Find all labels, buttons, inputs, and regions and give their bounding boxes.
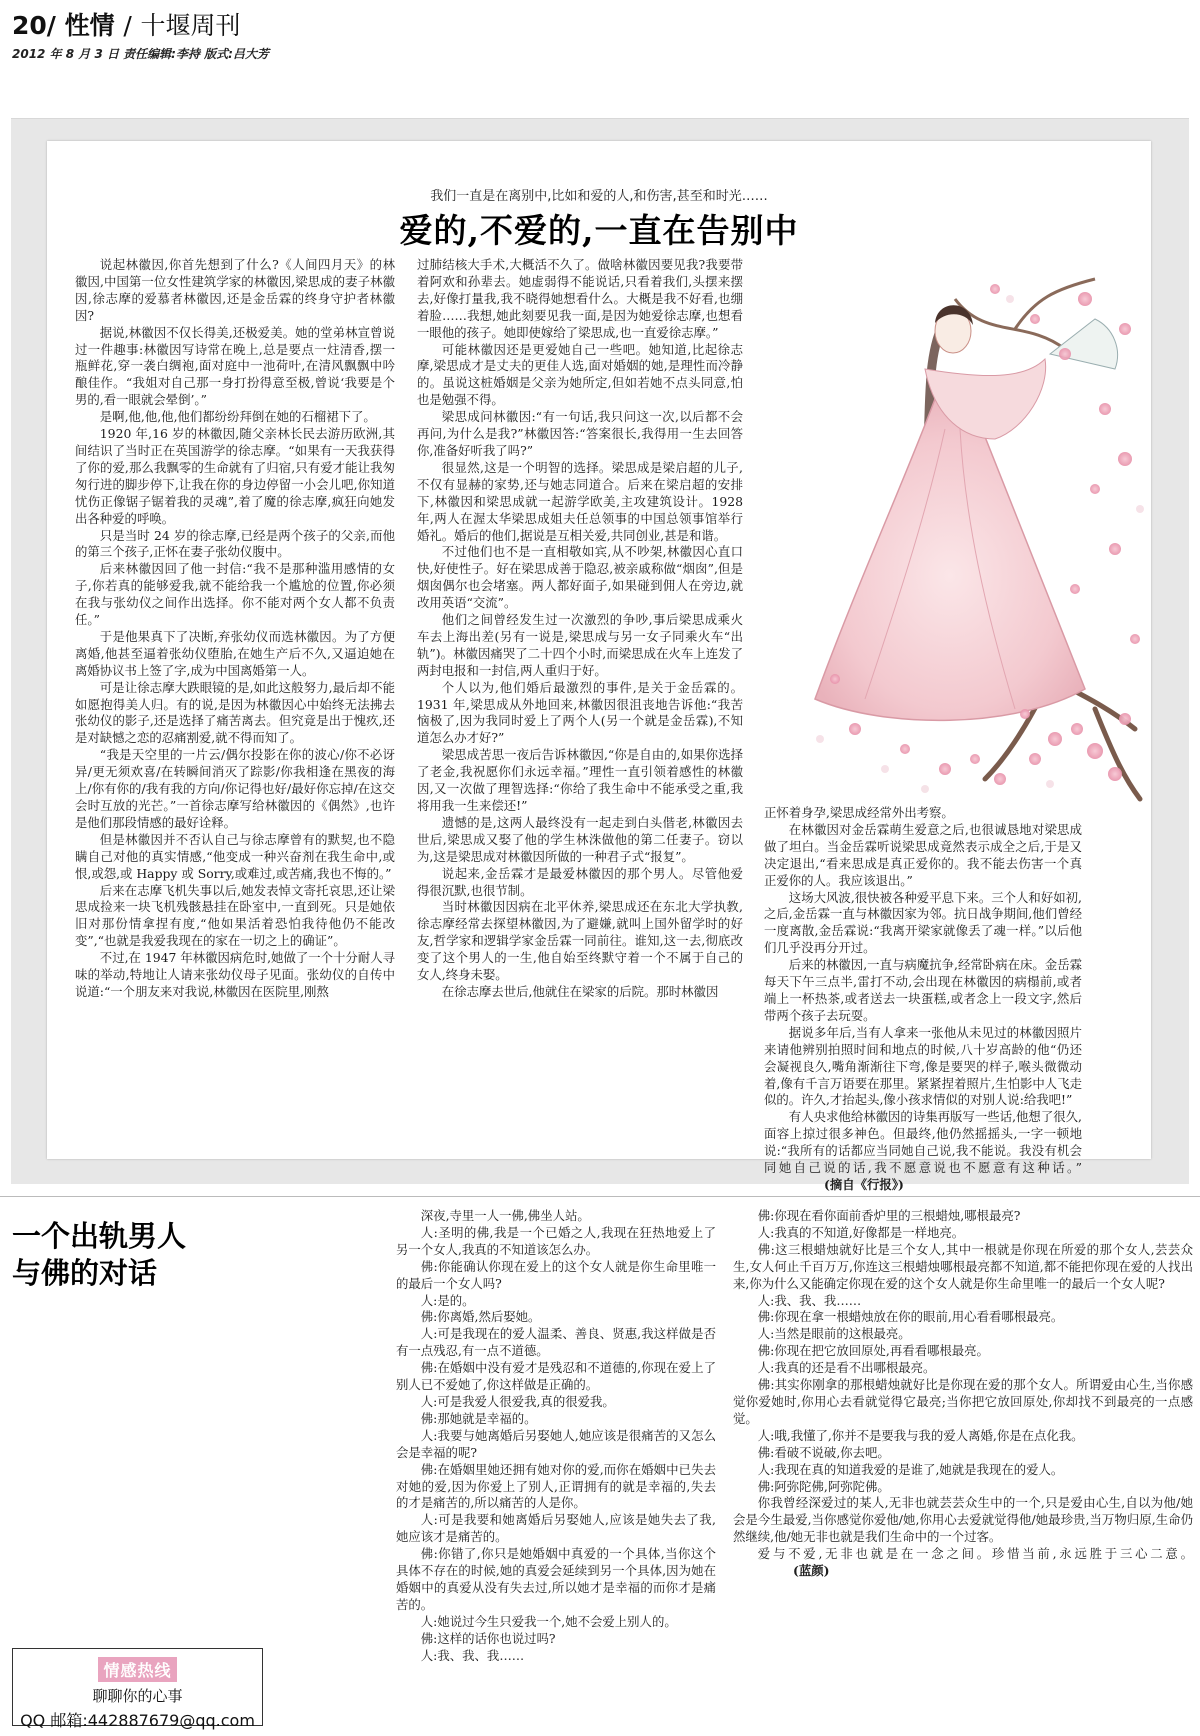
paragraph: 人:可是我要和她离婚后另娶她人,应该是她失去了我,她应该才是痛苦的。 [396,1512,716,1545]
paragraph: 过肺结核大手术,大概活不久了。做啥林徽因要见我?我要带着阿欢和孙辈去。她虚弱得不能说话,只看着我们,头摆来摆去,好像打量我,我不晓得她想看什么。大概是我不好看,也绷着脸……我想,她此刻要见我一面,是因为她爱徐志摩,也想看一眼他的孩子。她即使嫁给了梁思成,也一直爱徐志摩。” [417,257,743,340]
paragraph: 很显然,这是一个明智的选择。梁思成是梁启超的儿子,不仅有显赫的家势,还与她志同道合。后来在梁启超的安排下,林徽因和梁思成就一起游学欧美,主攻建筑设计。1928 年,两人在渥太华梁思成姐夫任总领事的中国总领事馆举行婚礼。婚后的他们,据说是互相关爱,共同创业,甚是和谐。 [417,459,743,543]
article-column-3 [764,805,1082,1192]
paragraph: 说起来,金岳霖才是最爱林徽因的那个男人。尽管他爱得很沉默,也很节制。 [417,865,743,898]
page-header [12,6,1188,62]
paragraph: 人:我真的还是看不出哪根最亮。 [757,1360,936,1376]
dialogue-column-1 [396,1208,716,1730]
paragraph: 佛:你现在把它放回原处,再看看哪根最亮。 [757,1343,989,1359]
paragraph: 人:圣明的佛,我是一个已婚之人,我现在狂热地爱上了另一个女人,我真的不知道该怎么办。 [396,1224,716,1257]
paragraph: 遗憾的是,这两人最终没有一起走到白头偕老,林徽因去世后,梁思成又娶了他的学生林洙做他的第二任妻子。窃以为,这是梁思成对林徽因所做的一种君子式“报复”。 [417,814,743,864]
hotline-subtitle: 聊聊你的心事 [92,1687,183,1705]
paragraph: 在徐志摩去世后,他就住在梁家的后院。那时林徽因 [441,983,719,999]
paragraph: 人:我真的不知道,好像都是一样地亮。 [757,1224,965,1240]
paragraph: 人:我、我、我…… [757,1292,862,1308]
paragraph: 佛:你离婚,然后娶她。 [420,1309,541,1325]
paragraph [764,1109,1082,1194]
section-name: 性情 [64,11,115,40]
emotion-hotline-box [12,1648,263,1730]
paragraph: 佛:你能确认你现在爱上的这个女人就是你生命里唯一的最后一个女人吗? [396,1258,716,1291]
paragraph: 说起林徽因,你首先想到了什么?《人间四月天》的林徽因,中国第一位女性建筑学家的林徽因,梁思成的妻子林徽因,徐志摩的爱慕者林徽因,还是金岳霖的终身守护者林徽因? [75,257,395,323]
paragraph: 佛:你现在拿一根蜡烛放在你的眼前,用心看看哪根最亮。 [757,1309,1064,1325]
title-line: 一个出轨男人 [12,1219,187,1253]
paragraph: 佛:看破不说破,你去吧。 [757,1444,890,1460]
paragraph: 梁思成问林徽因:“有一句话,我只问这一次,以后都不会再问,为什么是我?”林徽因答:“答案很长,我得用一生去回答你,准备好听我了吗?” [417,409,743,458]
article-source: (摘自《行报》) [824,1176,904,1192]
paragraph: 人:哦,我懂了,你并不是要我与我的爱人离婚,你是在点化我。 [757,1427,1084,1443]
paragraph: 当时林徽因因病在北平休养,梁思成还在东北大学执教,徐志摩经常去探望林徽因,为了避嫌,就叫上国外留学时的好友,哲学家和逻辑学家金岳霖一同前往。谁知,这一去,彻底改变了这个男人的一生,他自始至终默守着一个不属于自己的女人,终身未娶。 [417,899,743,983]
paragraph: 不过,在 1947 年林徽因病危时,她做了一个十分耐人寻味的举动,特地让人请来张幼仪母子见面。张幼仪的自传中说道:“一个朋友来对我说,林徽因在医院里,刚熬 [75,950,395,999]
dialogue-column-2 [733,1208,1193,1732]
paragraph: 佛:那她就是幸福的。 [420,1410,537,1426]
paragraph: 是啊,他,他,他,他们都纷纷拜倒在她的石榴裙下了。 [99,409,376,425]
paragraph: 可是让徐志摩大跌眼镜的是,如此这般努力,最后却不能如愿抱得美人归。有的说,是因为林徽因心中始终无法拂去张幼仪的影子,还是选择了痛苦离去。但究竟是出于愧疚,还是对缺憾之恋的忍痛割爱,就不得而知了。 [75,679,395,746]
paragraph: 但是林徽因并不否认自己与徐志摩曾有的默契,也不隐瞒自己对他的真实情感,“他变成一种兴奋剂在我生命中,或恨,或怨,或 Happy 或 Sorry,或难过,或苦痛,我也不悔的。” [75,831,395,881]
paragraph: 深夜,寺里一人一佛,佛坐人站。 [420,1208,590,1223]
feature-article [47,141,1151,1192]
paragraph: 可能林徽因还是更爱她自己一些吧。她知道,比起徐志摩,梁思成才是丈夫的更佳人选,面对婚姻的她,是理性而冷静的。虽说这桩婚姻是父亲为她所定,但如若她不点头同意,怕也是勉强不得。 [417,341,743,408]
paragraph: 佛:在婚姻中没有爱才是残忍和不道德的,你现在爱上了别人已不爱她了,你这样做是正确的。 [396,1360,716,1393]
lady-illustration [795,259,1147,805]
paragraph: 佛:你现在看你面前香炉里的三根蜡烛,哪根最亮? [757,1208,1021,1223]
page-masthead [12,6,1188,42]
paragraph: 佛:这三根蜡烛就好比是三个女人,其中一根就是你现在所爱的那个女人,芸芸众生,女人何止千百万万,你连这三根蜡烛哪根最亮都不知道,都不能把你现在爱的人找出来,你为什么又能确定你现在爱的这个女人就是你生命里唯一的最后一个女人呢? [733,1241,1193,1291]
paragraph: 后来的林徽因,一直与病魔抗争,经常卧病在床。金岳霖每天下午三点半,雷打不动,会出现在林徽因的病榻前,或者端上一杯热茶,或者送去一块蛋糕,或者念上一段文字,然后带两个孩子去玩耍。 [764,957,1082,1023]
paragraph: 只是当时 24 岁的徐志摩,已经是两个孩子的父亲,而他的第三个孩子,正怀在妻子张幼仪腹中。 [75,527,395,560]
masthead-separator: / [123,11,132,40]
paragraph: 人:当然是眼前的这根最亮。 [757,1326,911,1342]
paragraph: 后来在志摩飞机失事以后,她发表悼文寄托哀思,还让梁思成捡来一块飞机残骸悬挂在卧室中,一直到死。只是她依旧对那份情拿捏有度,“他如果活着恐怕我待他仍不能改变”,“也就是我爱我现在的家在一切之上的确证”。 [75,882,395,949]
paragraph: 不过他们也不是一直相敬如宾,从不吵架,林徽因心直口快,好使性子。好在梁思成善于隐忍,被亲戚称做“烟囱”,但是烟囱偶尔也会堵塞。两人都好面子,如果碰到佣人在旁边,就改用英语“交流”。 [417,544,743,611]
dialogue-author: (蓝颜) [793,1563,830,1579]
hotline-email: QQ 邮箱:442887679@qq.com [20,1711,255,1730]
paragraph: 佛:你错了,你只是她婚姻中真爱的一个具体,当你这个具体不存在的时候,她的真爱会延续到另一个具体,因为她在婚姻中的真爱从没有失去过,所以她才是幸福的而你才是痛苦的。 [396,1546,716,1612]
paragraph: 梁思成苦思一夜后告诉林徽因,“你是自由的,如果你选择了老金,我祝愿你们永远幸福。”理性一直引领着感性的林徽因,又一次做了理智选择:“你给了我生命中不能承受之重,我将用我一生来偿还!” [417,747,743,813]
paragraph: 这场大风波,很快被各种爱平息下来。三个人和好如初,之后,金岳霖一直与林徽因家为邻。抗日战争期间,他们曾经一度离散,金岳霖说:“我离开梁家就像丢了魂一样。”以后他们几乎没再分开过。 [764,889,1082,956]
paragraph: 人:我要与她离婚后另娶她人,她应该是很痛苦的又怎么会是幸福的呢? [396,1427,716,1460]
article-column-2 [417,257,743,1147]
article-subtitle: 我们一直是在离别中,比如和爱的人,和伤害,甚至和时光…… [430,189,768,204]
paragraph: 人:我、我、我…… [420,1647,525,1663]
paragraph: 后来林徽因回了他一封信:“我不是那种滥用感情的女子,你若真的能够爱我,就不能给我一个尴尬的位置,你必须在我与张幼仪之间作出选择。你不能对两个女人都不负责任。” [75,561,395,628]
paragraph: 正怀着身孕,梁思成经常外出考察。 [764,805,954,820]
paragraph: 人:可是我现在的爱人温柔、善良、贤惠,我这样做是否有一点残忍,有一点不道德。 [396,1326,716,1359]
paragraph: 人:她说过今生只爱我一个,她不会爱上别人的。 [420,1613,677,1629]
paragraph-text: 有人央求他给林徽因的诗集再版写一些话,他想了很久,面容上掠过很多神色。但最终,他仍然摇摇头,一字一顿地说:“我所有的话都应当同她自己说,我不能说。我没有机会同她自己说的话,我不愿意说也不愿意有这种话。” [764,1109,1082,1176]
article-column-1 [75,257,395,1147]
paragraph: 佛:这样的话你也说过吗? [420,1630,556,1646]
paragraph: 人:可是我爱人很爱我,真的很爱我。 [420,1393,615,1409]
article-title: 爱的,不爱的,一直在告别中 [399,211,799,250]
feature-article-panel [11,118,1189,1192]
paragraph: 据说多年后,当有人拿来一张他从未见过的林徽因照片来请他辨别拍照时间和地点的时候,八十岁高龄的他“仍还会凝视良久,嘴角渐渐往下弯,像是要哭的样子,喉头微微动着,像有千言万语要在那里。紧紧捏着照片,生怕影中人飞走似的。许久,才抬起头,像小孩求情似的对别人说:给我吧!” [764,1024,1082,1108]
page-number: 20/ [12,11,56,40]
paragraph [733,1546,1193,1580]
paragraph: 个人以为,他们婚后最激烈的事件,是关于金岳霖的。1931 年,梁思成从外地回来,林徽因很沮丧地告诉他:“我苦恼极了,因为我同时爱上了两个人(另一个就是金岳霖),不知道怎么办才好?” [417,679,743,746]
section-divider [0,1196,1200,1197]
paragraph: “我是天空里的一片云/偶尔投影在你的波心/你不必讶异/更无须欢喜/在转瞬间消灭了踪影/你我相逢在黑夜的海上/你有你的/我有我的方向/你记得也好/最好你忘掉/在这交会时互放的光芒。”一首徐志摩写给林徽因的《偶然》,也许是他们那段情感的最好诠释。 [75,747,395,830]
paragraph: 1920 年,16 岁的林徽因,随父亲林长民去游历欧洲,其间结识了当时正在英国游学的徐志摩。“如果有一天我获得了你的爱,那么我飘零的生命就有了归宿,只有爱才能让我匆匆行进的脚步停下,让我在你的身边停留一小会儿吧,你知道忧伤正像锯子锯着我的灵魂”,着了魔的徐志摩,疯狂向她发出各种爱的呼唤。 [75,426,395,526]
hotline-tag: 情感热线 [98,1657,176,1682]
paragraph: 他们之间曾经发生过一次激烈的争吵,事后梁思成乘火车去上海出差(另有一说是,梁思成与另一女子同乘火车“出轨”)。林徽因痛哭了二十四个小时,而梁思成在火车上连发了两封电报和一封信,两人重归于好。 [417,612,743,678]
paragraph: 于是他果真下了决断,弃张幼仪而选林徽因。为了方便离婚,他甚至逼着张幼仪堕胎,在她生产后不久,又逼迫她在离婚协议书上签了字,成为中国离婚第一人。 [75,628,395,678]
paragraph: 佛:其实你刚拿的那根蜡烛就好比是你现在爱的那个女人。所谓爱由心生,当你感觉你爱她时,你用心去看就觉得它最亮;当你把它放回原处,你却找不到最亮的一点感觉。 [733,1377,1193,1426]
paragraph: 佛:在婚姻里她还拥有她对你的爱,而你在婚姻中已失去对她的爱,因为你爱上了别人,正谓拥有的就是幸福的,失去的才是痛苦的,所以痛苦的人是你。 [396,1461,716,1511]
paragraph: 你我曾经深爱过的某人,无非也就芸芸众生中的一个,只是爱由心生,自以为他/她会是今生最爱,当你感觉你爱他/她,你用心去爱就觉得他/她最珍贵,当万物归原,生命仍然继续,他/她无非也就是我们生命中的一个过客。 [733,1495,1193,1545]
paragraph: 佛:阿弥陀佛,阿弥陀佛。 [757,1478,890,1494]
paragraph-text: 爱与不爱,无非也就是在一念之间。珍惜当前,永远胜于三心二意。 [757,1546,1193,1562]
paragraph: 在林徽因对金岳霖萌生爱意之后,也很诚恳地对梁思成做了坦白。当金岳霖听说梁思成竟然表示成全之后,于是又决定退出,“看来思成是真正爱你的。我不能去伤害一个真正爱你的人。我应该退出。” [764,821,1082,888]
title-line: 与佛的对话 [12,1256,158,1290]
dialogue-article-title [12,1218,186,1292]
paragraph: 据说,林徽因不仅长得美,还极爱美。她的堂弟林宣曾说过一件趣事:林徽因写诗常在晚上,总是要点一炷清香,摆一瓶鲜花,穿一袭白绸袍,面对庭中一池荷叶,在清风飘飘中吟酿佳作。“我姐对自己那一身打扮得意至极,曾说‘我要是个男的,看一眼就会晕倒’。” [75,324,395,408]
paragraph: 人:我现在真的知道我爱的是谁了,她就是我现在的爱人。 [757,1461,1064,1477]
paragraph: 人:是的。 [420,1292,475,1308]
date-editor-line: 2012 年 8 月 3 日 责任编辑:李持 版式:吕大芳 [12,47,269,61]
publication-name: 十堰周刊 [140,11,241,40]
